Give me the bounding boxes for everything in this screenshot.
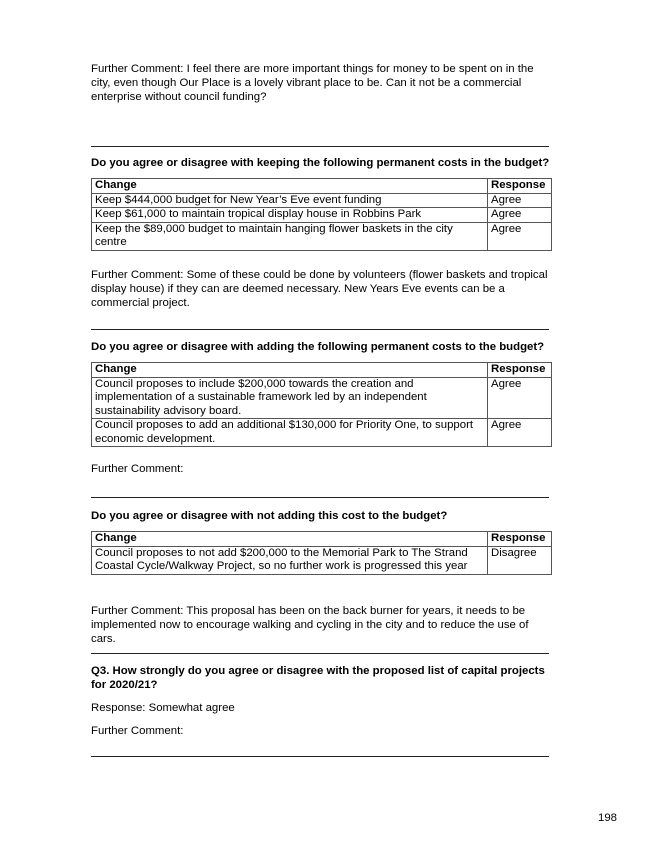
table-keep-costs (91, 178, 551, 251)
further-comment-text: Further Comment: (91, 725, 184, 737)
question-heading: Q3. How strongly do you agree or disagree with the proposed list of capital projects for 2020/21? (91, 665, 545, 691)
further-comment-text: Further Comment: This proposal has been on the back burner for years, it needs to be implemented now to encourage walking and cycling in the city and to reduce the use of cars. (91, 605, 529, 645)
comment-1 (91, 62, 551, 104)
response-cell: Agree (488, 208, 552, 223)
further-comment-text: Further Comment: (91, 463, 184, 475)
column-header-change: Change (92, 363, 488, 378)
table-row (92, 546, 552, 574)
question-heading: Do you agree or disagree with keeping the following permanent costs in the budget? (91, 157, 550, 169)
question-heading: Do you agree or disagree with adding the following permanent costs to the budget? (91, 341, 545, 353)
divider-rule (91, 653, 549, 654)
table-row (92, 419, 552, 447)
comment-2 (91, 268, 551, 310)
table-row (92, 377, 552, 419)
question-keep-costs (91, 156, 551, 170)
response-table (91, 178, 552, 251)
change-cell: Council proposes to include $200,000 towards the creation and implementation of a sustainable framework led by an independent sustainability advisory board. (92, 377, 488, 419)
table-row (92, 222, 552, 250)
table-header-row (92, 363, 552, 378)
response-cell: Agree (488, 222, 552, 250)
column-header-change: Change (92, 179, 488, 194)
table-header-row (92, 179, 552, 194)
column-header-response: Response (488, 363, 552, 378)
table-row (92, 193, 552, 208)
comment-3 (91, 462, 551, 476)
question-heading: Do you agree or disagree with not adding this cost to the budget? (91, 510, 448, 522)
response-cell: Agree (488, 419, 552, 447)
divider-rule (91, 329, 549, 330)
divider-rule (91, 756, 549, 757)
divider-rule (91, 497, 549, 498)
table-not-add-cost (91, 531, 551, 575)
change-cell: Keep $61,000 to maintain tropical display house in Robbins Park (92, 208, 488, 223)
change-cell: Council proposes to add an additional $130,000 for Priority One, to support economic development. (92, 419, 488, 447)
change-cell: Keep the $89,000 budget to maintain hanging flower baskets in the city centre (92, 222, 488, 250)
column-header-change: Change (92, 532, 488, 547)
q3-response (91, 701, 551, 715)
column-header-response: Response (488, 179, 552, 194)
response-cell: Disagree (488, 546, 552, 574)
change-cell: Keep $444,000 budget for New Year’s Eve event funding (92, 193, 488, 208)
response-table (91, 362, 552, 447)
comment-5 (91, 724, 551, 738)
comment-4 (91, 604, 551, 646)
change-cell: Council proposes to not add $200,000 to the Memorial Park to The Strand Coastal Cycle/Walkway Project, so no further work is progressed this year (92, 546, 488, 574)
response-cell: Agree (488, 193, 552, 208)
further-comment-text: Further Comment: I feel there are more important things for money to be spent on in the city, even though Our Place is a lovely vibrant place to be. Can it not be a commercial enterprise without council funding? (91, 63, 534, 103)
question-add-costs (91, 340, 551, 354)
response-cell: Agree (488, 377, 552, 419)
question-3 (91, 664, 551, 692)
further-comment-text: Further Comment: Some of these could be done by volunteers (flower baskets and tropical display house) if they can are deemed necessary. New Years Eve events can be a commercial project. (91, 269, 548, 309)
table-row (92, 208, 552, 223)
divider-rule (91, 146, 549, 147)
table-header-row (92, 532, 552, 547)
question-not-add-cost (91, 509, 551, 523)
page-number: 198 (598, 812, 618, 824)
table-add-costs (91, 362, 551, 447)
response-text: Response: Somewhat agree (91, 702, 235, 714)
response-table (91, 531, 552, 575)
column-header-response: Response (488, 532, 552, 547)
